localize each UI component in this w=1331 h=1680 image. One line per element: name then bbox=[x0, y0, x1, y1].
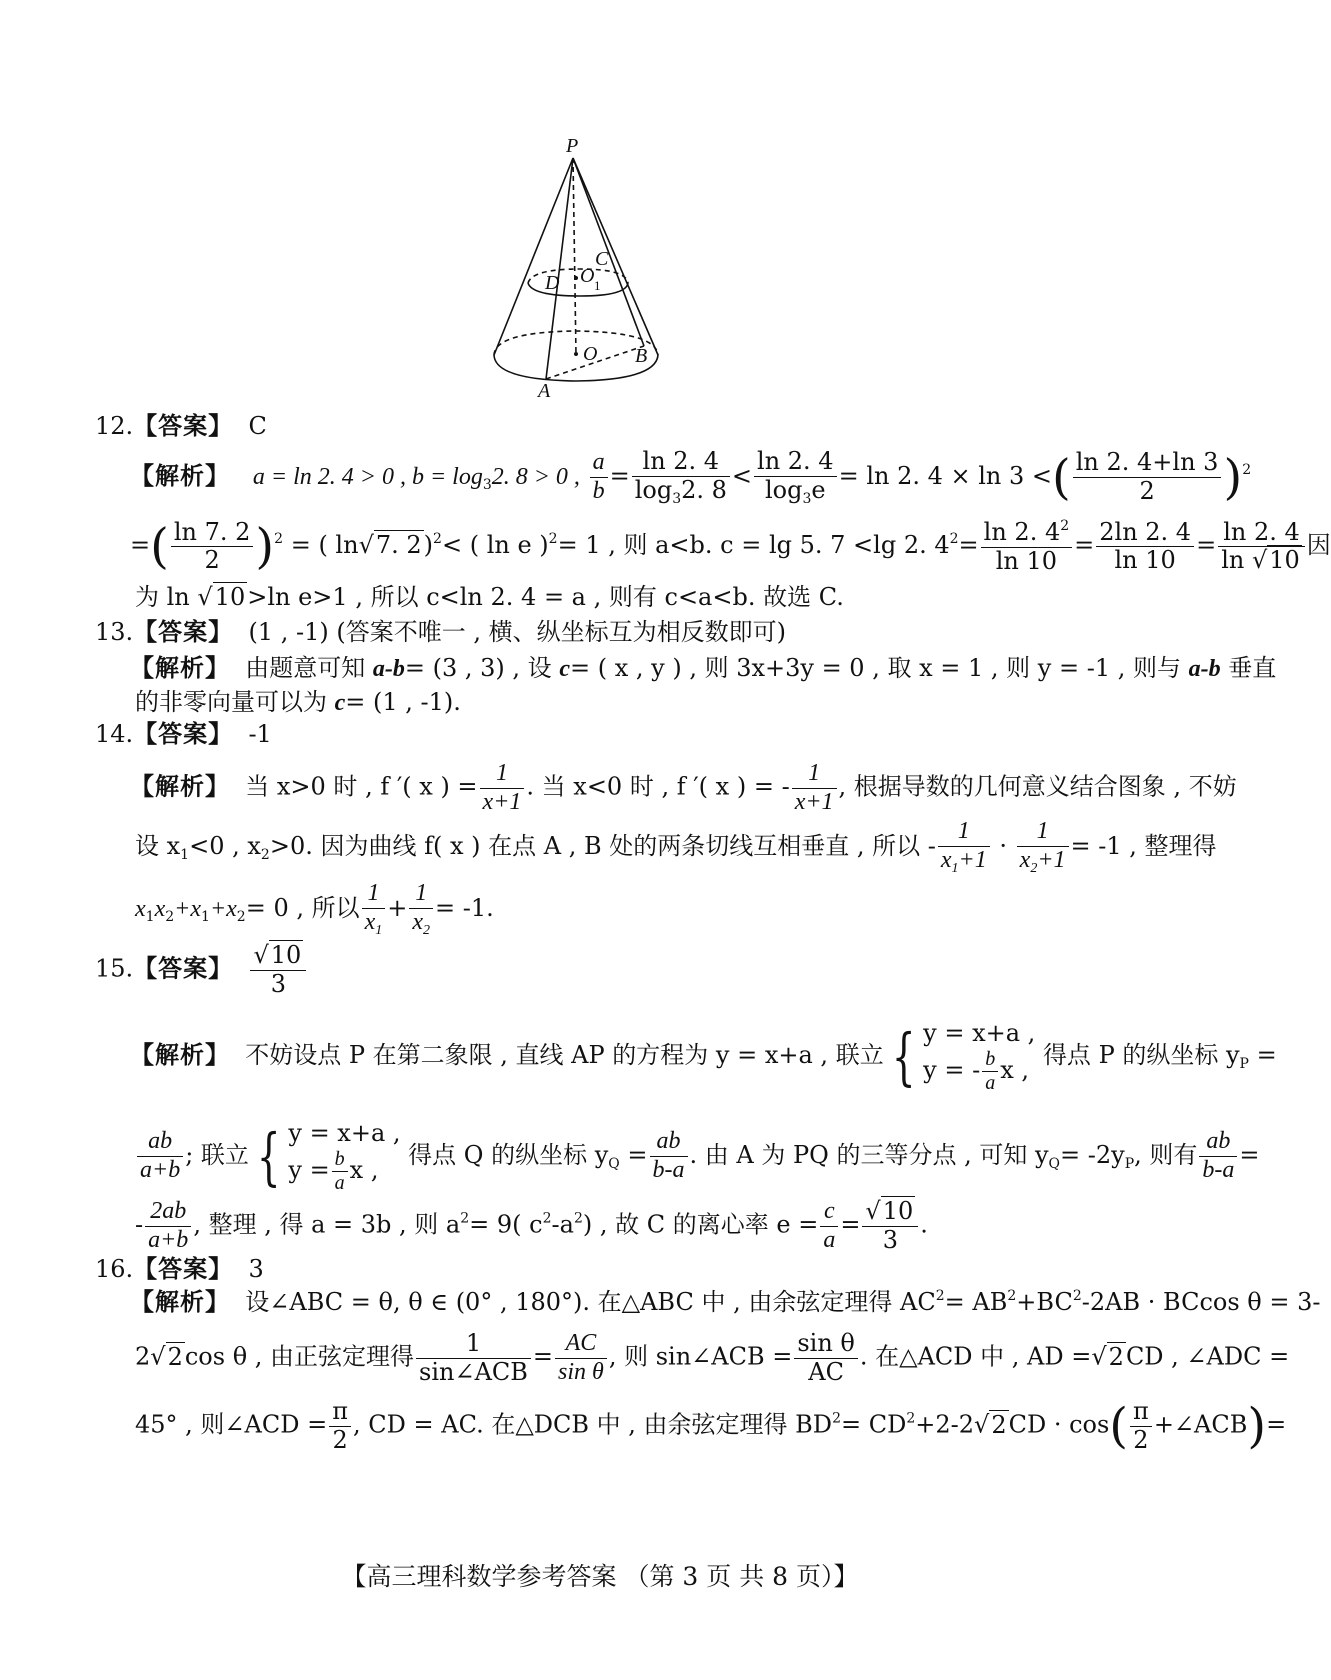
section-back-arc bbox=[528, 269, 628, 283]
q13-answer-line bbox=[95, 618, 786, 647]
q14-analysis-line2: 设 $x_1<0$ , $x_2>0$. 因为曲线 f( x ) 在点 A , B 处的两条切线互相垂直 , 所以 - $\frac{1}{x_1+1}$ · $\frac{1}{x_2+1}$ = -1 , 整理得 bbox=[135, 818, 1217, 876]
q13-answer: (1 , -1) (答案不唯一 , 横、纵坐标互为相反数即可) bbox=[248, 618, 786, 646]
q14-number: 14. bbox=[95, 720, 134, 748]
section-front-arc bbox=[528, 283, 628, 296]
point-o bbox=[574, 352, 578, 356]
q16-answer-line bbox=[95, 1255, 264, 1284]
analysis-tag: 【解析】 bbox=[130, 1040, 230, 1069]
label-o: O bbox=[583, 343, 598, 365]
q15-answer-line bbox=[95, 942, 308, 998]
axis-po bbox=[573, 158, 576, 355]
q16-number: 16. bbox=[95, 1255, 134, 1283]
q15-analysis-line2: $\frac{ab}{a+b}$ ; 联立 { y = x+a , y = $\frac{b}{a}$ x , 得点 Q 的纵坐标 $y_Q$ = $\frac{ab}{b-a}$ . 由 A 为 PQ 的三等分点 , 可知 $y_Q= -2y_P$, 则有 $\frac{ab}{b-a}$ = bbox=[135, 1118, 1260, 1195]
q12-answer-line bbox=[95, 412, 267, 441]
q13-analysis-line2: 的非零向量可以为 c= (1 , -1). bbox=[135, 688, 461, 716]
q12-text: = ln 2. 4 × ln 3 < bbox=[838, 461, 1053, 490]
analysis-tag: 【解析】 bbox=[130, 1287, 230, 1316]
q15-answer: $\frac{√10}{3}$ bbox=[250, 942, 306, 998]
q12-frac: $\frac{\ln 7. 2}{2}$ bbox=[171, 519, 254, 575]
label-b: B bbox=[635, 345, 648, 367]
q12-analysis-line2: =( $\frac{\ln 7. 2}{2}$ )$^2$ = ( ln√7. 2)$^2$< ( ln e )$^2$= 1 , 则 a<b. c = lg 5. 7 <lg 2. $4^2=$ $\frac{\ln 2. 4^2}{\ln 10}$ = $\frac{2\ln 2. 4}{\ln 10}$ = $\frac{\ln 2. 4}{\ln √10}$ 因 bbox=[130, 517, 1331, 575]
q15-analysis-line1: 【解析】 不妨设点 P 在第二象限 , 直线 AP 的方程为 y = x+a , 联立 { y = x+a , y = - $\frac{b}{a}$ x , 得点 P 的纵坐标 $y_P$ = bbox=[130, 1019, 1277, 1094]
q15-number: 15. bbox=[95, 954, 134, 983]
q14-answer: -1 bbox=[248, 720, 272, 748]
q12-frac: $\frac{\ln 2. 4}{\log_32. 8}$ bbox=[632, 448, 730, 507]
answer-tag: 【答案】 bbox=[133, 617, 234, 646]
q13-analysis-line1: 【解析】 由题意可知 a-b= (3 , 3) , 设 c= ( x , y ) , 则 3x+3y = 0 , 取 x = 1 , 则 y = -1 , 则与 a-b 垂直 bbox=[130, 653, 1277, 682]
q12-frac: $\frac{\ln 2. 4^2}{\ln 10}$ bbox=[981, 518, 1072, 575]
q14-analysis-line1: 【解析】 当 x>0 时 , f ′( x ) = $\frac{1}{x+1}$ . 当 x<0 时 , f ′( x ) = - $\frac{1}{x+1}$ , 根据导数的几何意义结合图象 , 不妨 bbox=[130, 760, 1237, 815]
q13-number: 13. bbox=[95, 618, 134, 646]
q12-sup: 2 bbox=[1242, 461, 1252, 478]
line-pb bbox=[573, 158, 644, 346]
q12-frac: $\frac{\ln 2. 4}{\ln √10}$ bbox=[1218, 519, 1305, 575]
answer-tag: 【答案】 bbox=[133, 953, 234, 983]
base-front-arc bbox=[494, 355, 658, 381]
q12-number: 12. bbox=[95, 412, 134, 440]
label-o1: O bbox=[580, 265, 595, 287]
label-c: C bbox=[595, 248, 609, 270]
answer-tag: 【答案】 bbox=[133, 411, 234, 440]
q12-frac: $\frac{2\ln 2. 4}{\ln 10}$ bbox=[1096, 519, 1194, 575]
answer-tag: 【答案】 bbox=[133, 719, 234, 748]
q16-answer: 3 bbox=[248, 1255, 264, 1283]
page-footer: 【高三理科数学参考答案 （第 3 页 共 8 页）】 bbox=[341, 1562, 859, 1591]
label-d: D bbox=[545, 272, 560, 294]
analysis-tag: 【解析】 bbox=[130, 771, 230, 801]
answer-tag: 【答案】 bbox=[133, 1254, 234, 1283]
point-o1 bbox=[574, 276, 578, 280]
q14-answer-line bbox=[95, 720, 272, 749]
q16-analysis-line1: 【解析】 设∠ABC = θ, θ ∈ (0° , 180°). 在△ABC 中 , 由余弦定理得 $AC^2= AB^2+BC^2-2AB \cdot BCcos$ θ = 3- bbox=[130, 1287, 1321, 1316]
cone-figure bbox=[525, 135, 675, 402]
q14-analysis-line3: $x_1x_2+x_1+x_2= 0$ , 所以 $\frac{1}{x_1}$ + $\frac{1}{x_2}$ = -1. bbox=[135, 880, 494, 938]
q12-frac: $\frac{\ln 2. 4}{\log_3e}$ bbox=[754, 448, 837, 507]
analysis-tag: 【解析】 bbox=[130, 653, 230, 682]
analysis-tag: 【解析】 bbox=[130, 460, 230, 490]
q16-analysis-line3: 45° , 则∠ACD = $\frac{\pi}{2}$ , CD = AC. 在△DCB 中 , 由余弦定理得 $BD^2= CD^2+2-2√2CD \cdot \cos$( $\frac{\pi}{2}$ +∠ACB)= bbox=[135, 1397, 1287, 1455]
q12-answer: C bbox=[248, 412, 267, 440]
q12-analysis-line3: 为 ln √10>ln e>1 , 所以 c<ln 2. 4 = a , 则有 c<a<b. 故选 C. bbox=[135, 583, 844, 611]
label-o1-sub: 1 bbox=[594, 278, 601, 293]
q12-sub: 3 bbox=[482, 476, 492, 493]
q12-frac-a-b: $\frac{a}{b}$ bbox=[590, 449, 608, 505]
label-p: P bbox=[566, 135, 579, 157]
q15-analysis-line3: - $\frac{2ab}{a+b}$ , 整理 , 得 a = 3b , 则 $a^2= 9$( $c^2-a^2$) , 故 C 的离心率 e = $\frac{c}{a}$ = $\frac{√10}{3}$ . bbox=[135, 1197, 928, 1254]
q12-text: 2. 8 > 0 , bbox=[491, 463, 580, 490]
q16-analysis-line2: 2√2cos θ , 由正弦定理得 $\frac{1}{\text{sin∠ACB}}$ = $\frac{AC}{\text{sin θ}}$ , 则 sin∠ACB = $\frac{\text{sin θ}}{AC}$ . 在△ACD 中 , AD =√2CD , ∠ADC = bbox=[135, 1329, 1290, 1386]
q12-frac: $\frac{\ln 2. 4+\ln 3}{2}$ bbox=[1073, 449, 1222, 505]
q12-analysis-line1: 【解析】 a = ln 2. 4 > 0 , $b = \log_32$. 8 > 0 , $\frac{a}{b}$ = $\frac{\ln 2. 4}{\log_32. 8}$ < $\frac{\ln 2. 4}{\log_3e}$ = ln 2. 4 × ln 3 <( $\frac{\ln 2. 4+\ln 3}{2}$ )$^2$ bbox=[130, 447, 1252, 507]
label-a: A bbox=[538, 380, 551, 402]
cone-right-edge bbox=[573, 158, 658, 355]
q12-text: a = ln 2. 4 > 0 , b = log bbox=[252, 463, 483, 490]
